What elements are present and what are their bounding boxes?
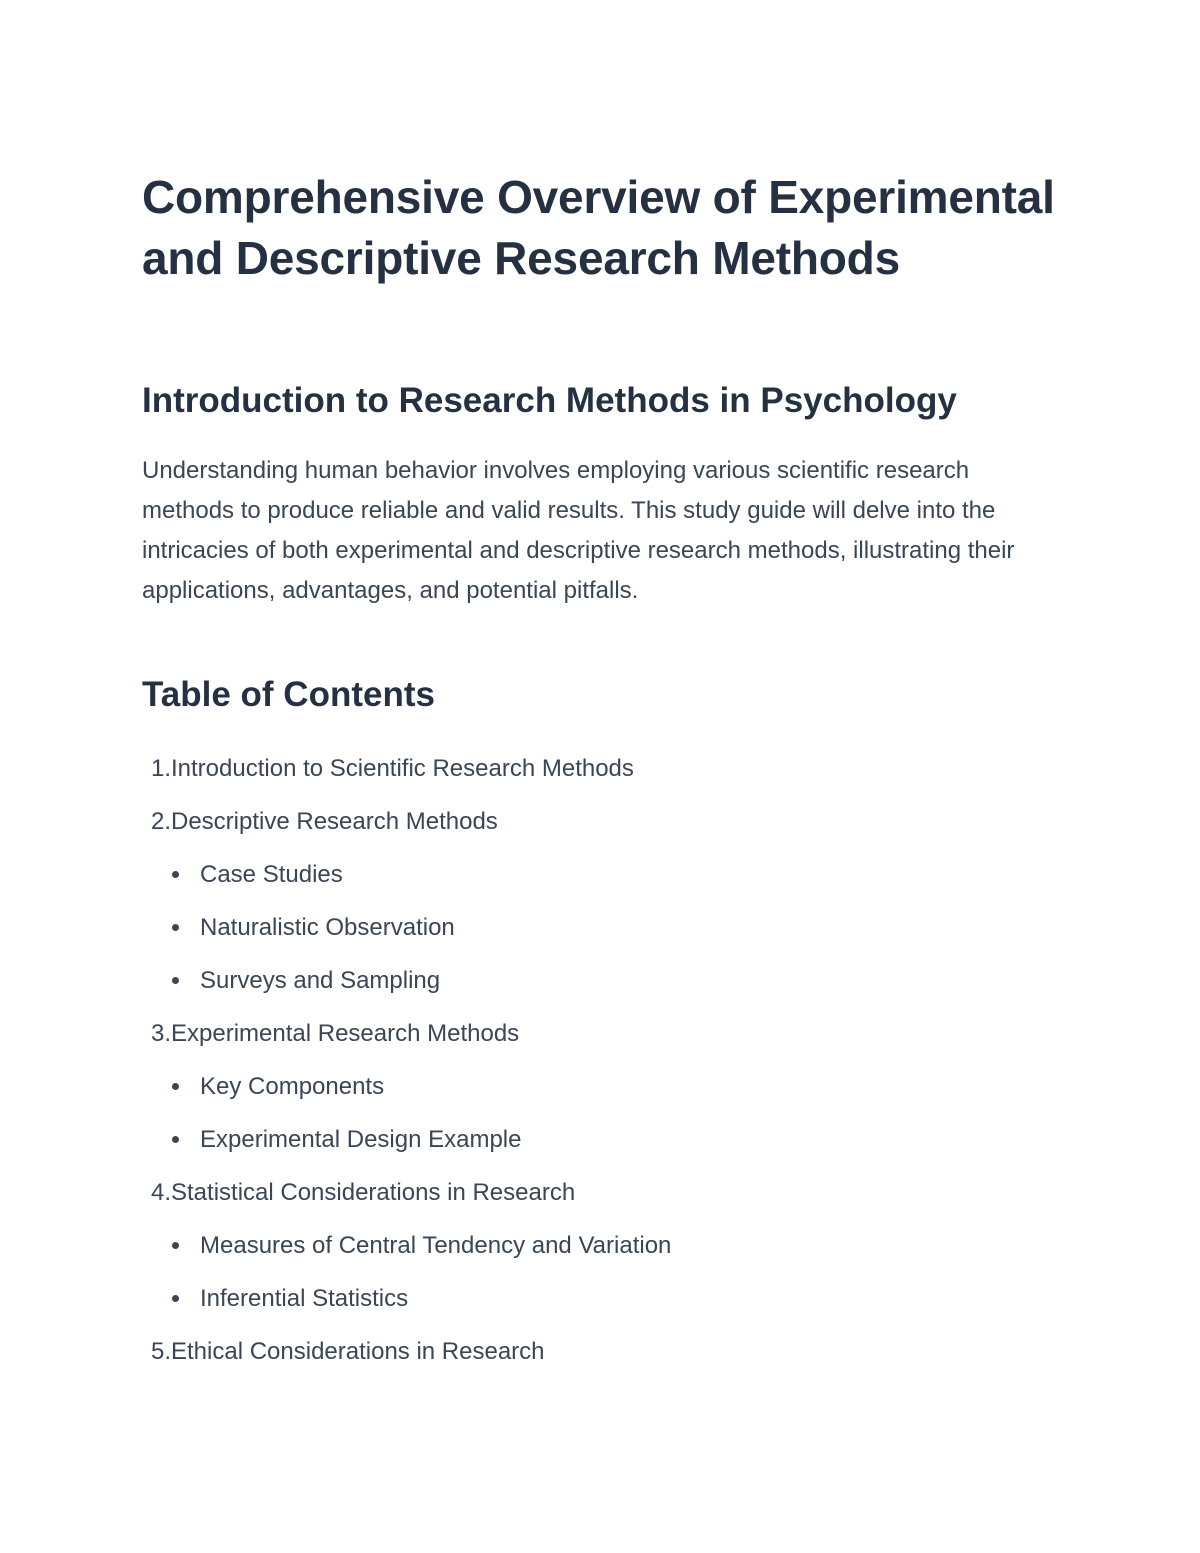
toc-item xyxy=(142,742,1062,795)
toc-subitem xyxy=(142,1272,1062,1325)
toc-item xyxy=(142,1166,1062,1219)
toc-item-label: Descriptive Research Methods xyxy=(171,807,498,835)
toc-subitem-label: Inferential Statistics xyxy=(200,1284,409,1312)
toc-item-number: 1. xyxy=(150,754,171,782)
toc-subitem-label: Key Components xyxy=(200,1072,385,1100)
bullet-icon xyxy=(172,1242,179,1249)
toc-subitem xyxy=(142,848,1062,901)
toc-subitem xyxy=(142,954,1062,1007)
toc-item-label: Experimental Research Methods xyxy=(171,1019,520,1047)
intro-heading: Introduction to Research Methods in Psychology xyxy=(142,381,957,420)
toc-item-number: 5. xyxy=(150,1337,171,1365)
toc-item-label: Statistical Considerations in Research xyxy=(171,1178,576,1206)
toc-subitem-label: Experimental Design Example xyxy=(200,1125,522,1153)
table-of-contents xyxy=(142,742,1062,1378)
toc-item-number: 2. xyxy=(150,807,171,835)
toc-subitem xyxy=(142,1113,1062,1166)
bullet-icon xyxy=(172,1136,179,1143)
intro-paragraph: Understanding human behavior involves employing various scientific research methods to produce reliable and valid results. This study guide will delve into the intricacies of both experimental and descriptive research methods, illustrating their applications, advantages, and potential pitfalls. xyxy=(142,457,1015,604)
toc-subitem-label: Measures of Central Tendency and Variation xyxy=(200,1231,672,1259)
toc-item-number: 4. xyxy=(150,1178,171,1206)
toc-heading: Table of Contents xyxy=(142,675,435,714)
bullet-icon xyxy=(172,924,179,931)
bullet-icon xyxy=(172,1295,179,1302)
document-title: Comprehensive Overview of Experimental and Descriptive Research Methods xyxy=(142,171,1055,284)
toc-item-label: Introduction to Scientific Research Methods xyxy=(171,754,634,782)
toc-subitem xyxy=(142,1219,1062,1272)
toc-subitem-label: Case Studies xyxy=(200,860,343,888)
toc-item xyxy=(142,1007,1062,1060)
bullet-icon xyxy=(172,871,179,878)
toc-item xyxy=(142,1325,1062,1378)
toc-item-number: 3. xyxy=(150,1019,171,1047)
bullet-icon xyxy=(172,977,179,984)
toc-item xyxy=(142,795,1062,848)
bullet-icon xyxy=(172,1083,179,1090)
toc-subitem xyxy=(142,1060,1062,1113)
toc-subitem-label: Naturalistic Observation xyxy=(200,913,455,941)
toc-item-label: Ethical Considerations in Research xyxy=(171,1337,545,1365)
toc-subitem-label: Surveys and Sampling xyxy=(200,966,441,994)
toc-subitem xyxy=(142,901,1062,954)
